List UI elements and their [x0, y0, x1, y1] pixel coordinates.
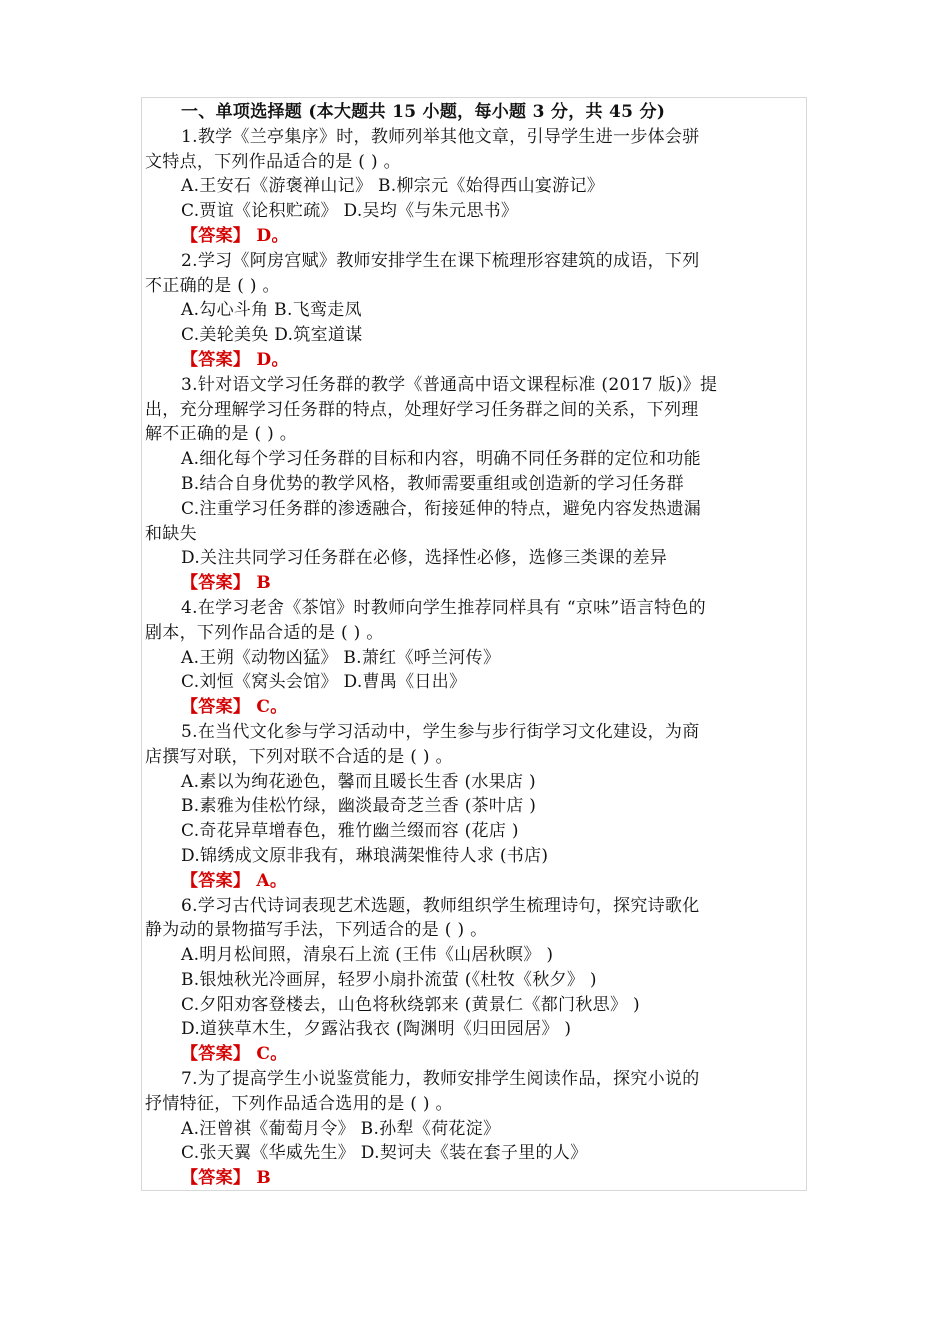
question-1 — [145, 125, 795, 249]
answer-label: 【答案】 C。 — [181, 697, 288, 718]
question-option: A.汪曾祺《葡萄月令》 B.孙犁《荷花淀》 — [181, 1118, 501, 1139]
question-option: C.刘恒《窝头会馆》 D.曹禺《日出》 — [181, 672, 467, 693]
question-option: D.关注共同学习任务群在必修，选择性必修，选修三类课的差异 — [181, 548, 668, 569]
question-option: A.细化每个学习任务群的目标和内容，明确不同任务群的定位和功能 — [181, 449, 701, 470]
question-stem: 7.为了提高学生小说鉴赏能力，教师安排学生阅读作品，探究小说的 — [181, 1069, 700, 1090]
question-7 — [145, 1067, 795, 1191]
question-option: B.银烛秋光冷画屏，轻罗小扇扑流萤 (《杜牧《秋夕》 ) — [181, 969, 597, 990]
question-stem: 4.在学习老舍《茶馆》时教师向学生推荐同样具有 “京味”语言特色的 — [181, 597, 706, 618]
question-option: C.贾谊《论积贮疏》 D.吴均《与朱元思书》 — [181, 201, 519, 222]
question-option: D.锦绣成文原非我有，琳琅满架惟待人求 (书店) — [181, 845, 549, 866]
question-stem: 店撰写对联，下列对联不合适的是 ( ) 。 — [145, 746, 453, 767]
question-option: C.奇花异草增春色，雅竹幽兰缀而容 (花店 ) — [181, 821, 519, 842]
answer-label: 【答案】 D。 — [181, 349, 289, 370]
question-option: C.美轮美奂 D.筑室道谋 — [181, 325, 363, 346]
question-option: A.勾心斗角 B.飞鸾走凤 — [181, 300, 362, 321]
question-option: C.注重学习任务群的渗透融合，衔接延伸的特点，避免内容发热遗漏 — [181, 498, 702, 519]
question-stem: 2.学习《阿房宫赋》教师安排学生在课下梳理形容建筑的成语，下列 — [181, 250, 700, 271]
answer-label: 【答案】 A。 — [181, 870, 288, 891]
question-stem: 抒情特征，下列作品适合选用的是 ( ) 。 — [145, 1093, 453, 1114]
question-stem: 文特点，下列作品适合的是 ( ) 。 — [145, 151, 401, 172]
question-option: D.道狭草木生，夕露沾我衣 (陶渊明《归田园居》 ) — [181, 1019, 572, 1040]
question-4 — [145, 596, 795, 720]
question-stem: 出，充分理解学习任务群的特点，处理好学习任务群之间的关系，下列理 — [145, 399, 699, 420]
question-5 — [145, 720, 795, 894]
document-content — [145, 100, 795, 1191]
answer-label: 【答案】 D。 — [181, 225, 289, 246]
question-stem: 5.在当代文化参与学习活动中，学生参与步行街学习文化建设，为商 — [181, 721, 700, 742]
question-option-continuation: 和缺失 — [145, 523, 197, 544]
answer-label: 【答案】 C。 — [181, 1044, 288, 1065]
question-option: A.王安石《游褒禅山记》 B.柳宗元《始得西山宴游记》 — [181, 176, 605, 197]
question-3 — [145, 373, 795, 596]
question-option: A.素以为绚花逊色，馨而且暖长生香 (水果店 ) — [181, 771, 536, 792]
question-option: B.素雅为佳松竹绿，幽淡最奇芝兰香 (茶叶店 ) — [181, 796, 537, 817]
section-title: 一、单项选择题 (本大题共 15 小题，每小题 3 分，共 45 分) — [181, 102, 666, 122]
question-stem: 6.学习古代诗词表现艺术选题，教师组织学生梳理诗句，探究诗歌化 — [181, 895, 700, 916]
question-6 — [145, 894, 795, 1068]
question-2 — [145, 249, 795, 373]
question-option: B.结合自身优势的教学风格，教师需要重组或创造新的学习任务群 — [181, 473, 684, 494]
question-option: A.王朔《动物凶猛》 B.萧红《呼兰河传》 — [181, 647, 501, 668]
question-stem: 3.针对语文学习任务群的教学《普通高中语文课程标准 (2017 版)》提 — [181, 374, 718, 395]
question-option: C.夕阳劝客登楼去，山色将秋绕郭来 (黄景仁《都门秋思》 ) — [181, 994, 640, 1015]
question-option: C.张天翼《华威先生》 D.契诃夫《装在套子里的人》 — [181, 1143, 588, 1164]
question-stem: 不正确的是 ( ) 。 — [145, 275, 280, 296]
question-stem: 解不正确的是 ( ) 。 — [145, 424, 298, 445]
question-stem: 剧本，下列作品合适的是 ( ) 。 — [145, 622, 384, 643]
answer-label: 【答案】 B — [181, 1168, 272, 1189]
question-stem: 静为动的景物描写手法，下列适合的是 ( ) 。 — [145, 920, 488, 941]
question-stem: 1.教学《兰亭集序》时，教师列举其他文章，引导学生进一步体会骈 — [181, 126, 700, 147]
question-option: A.明月松间照，清泉石上流 (王伟《山居秋暝》 ) — [181, 945, 554, 966]
answer-label: 【答案】 B — [181, 573, 272, 594]
